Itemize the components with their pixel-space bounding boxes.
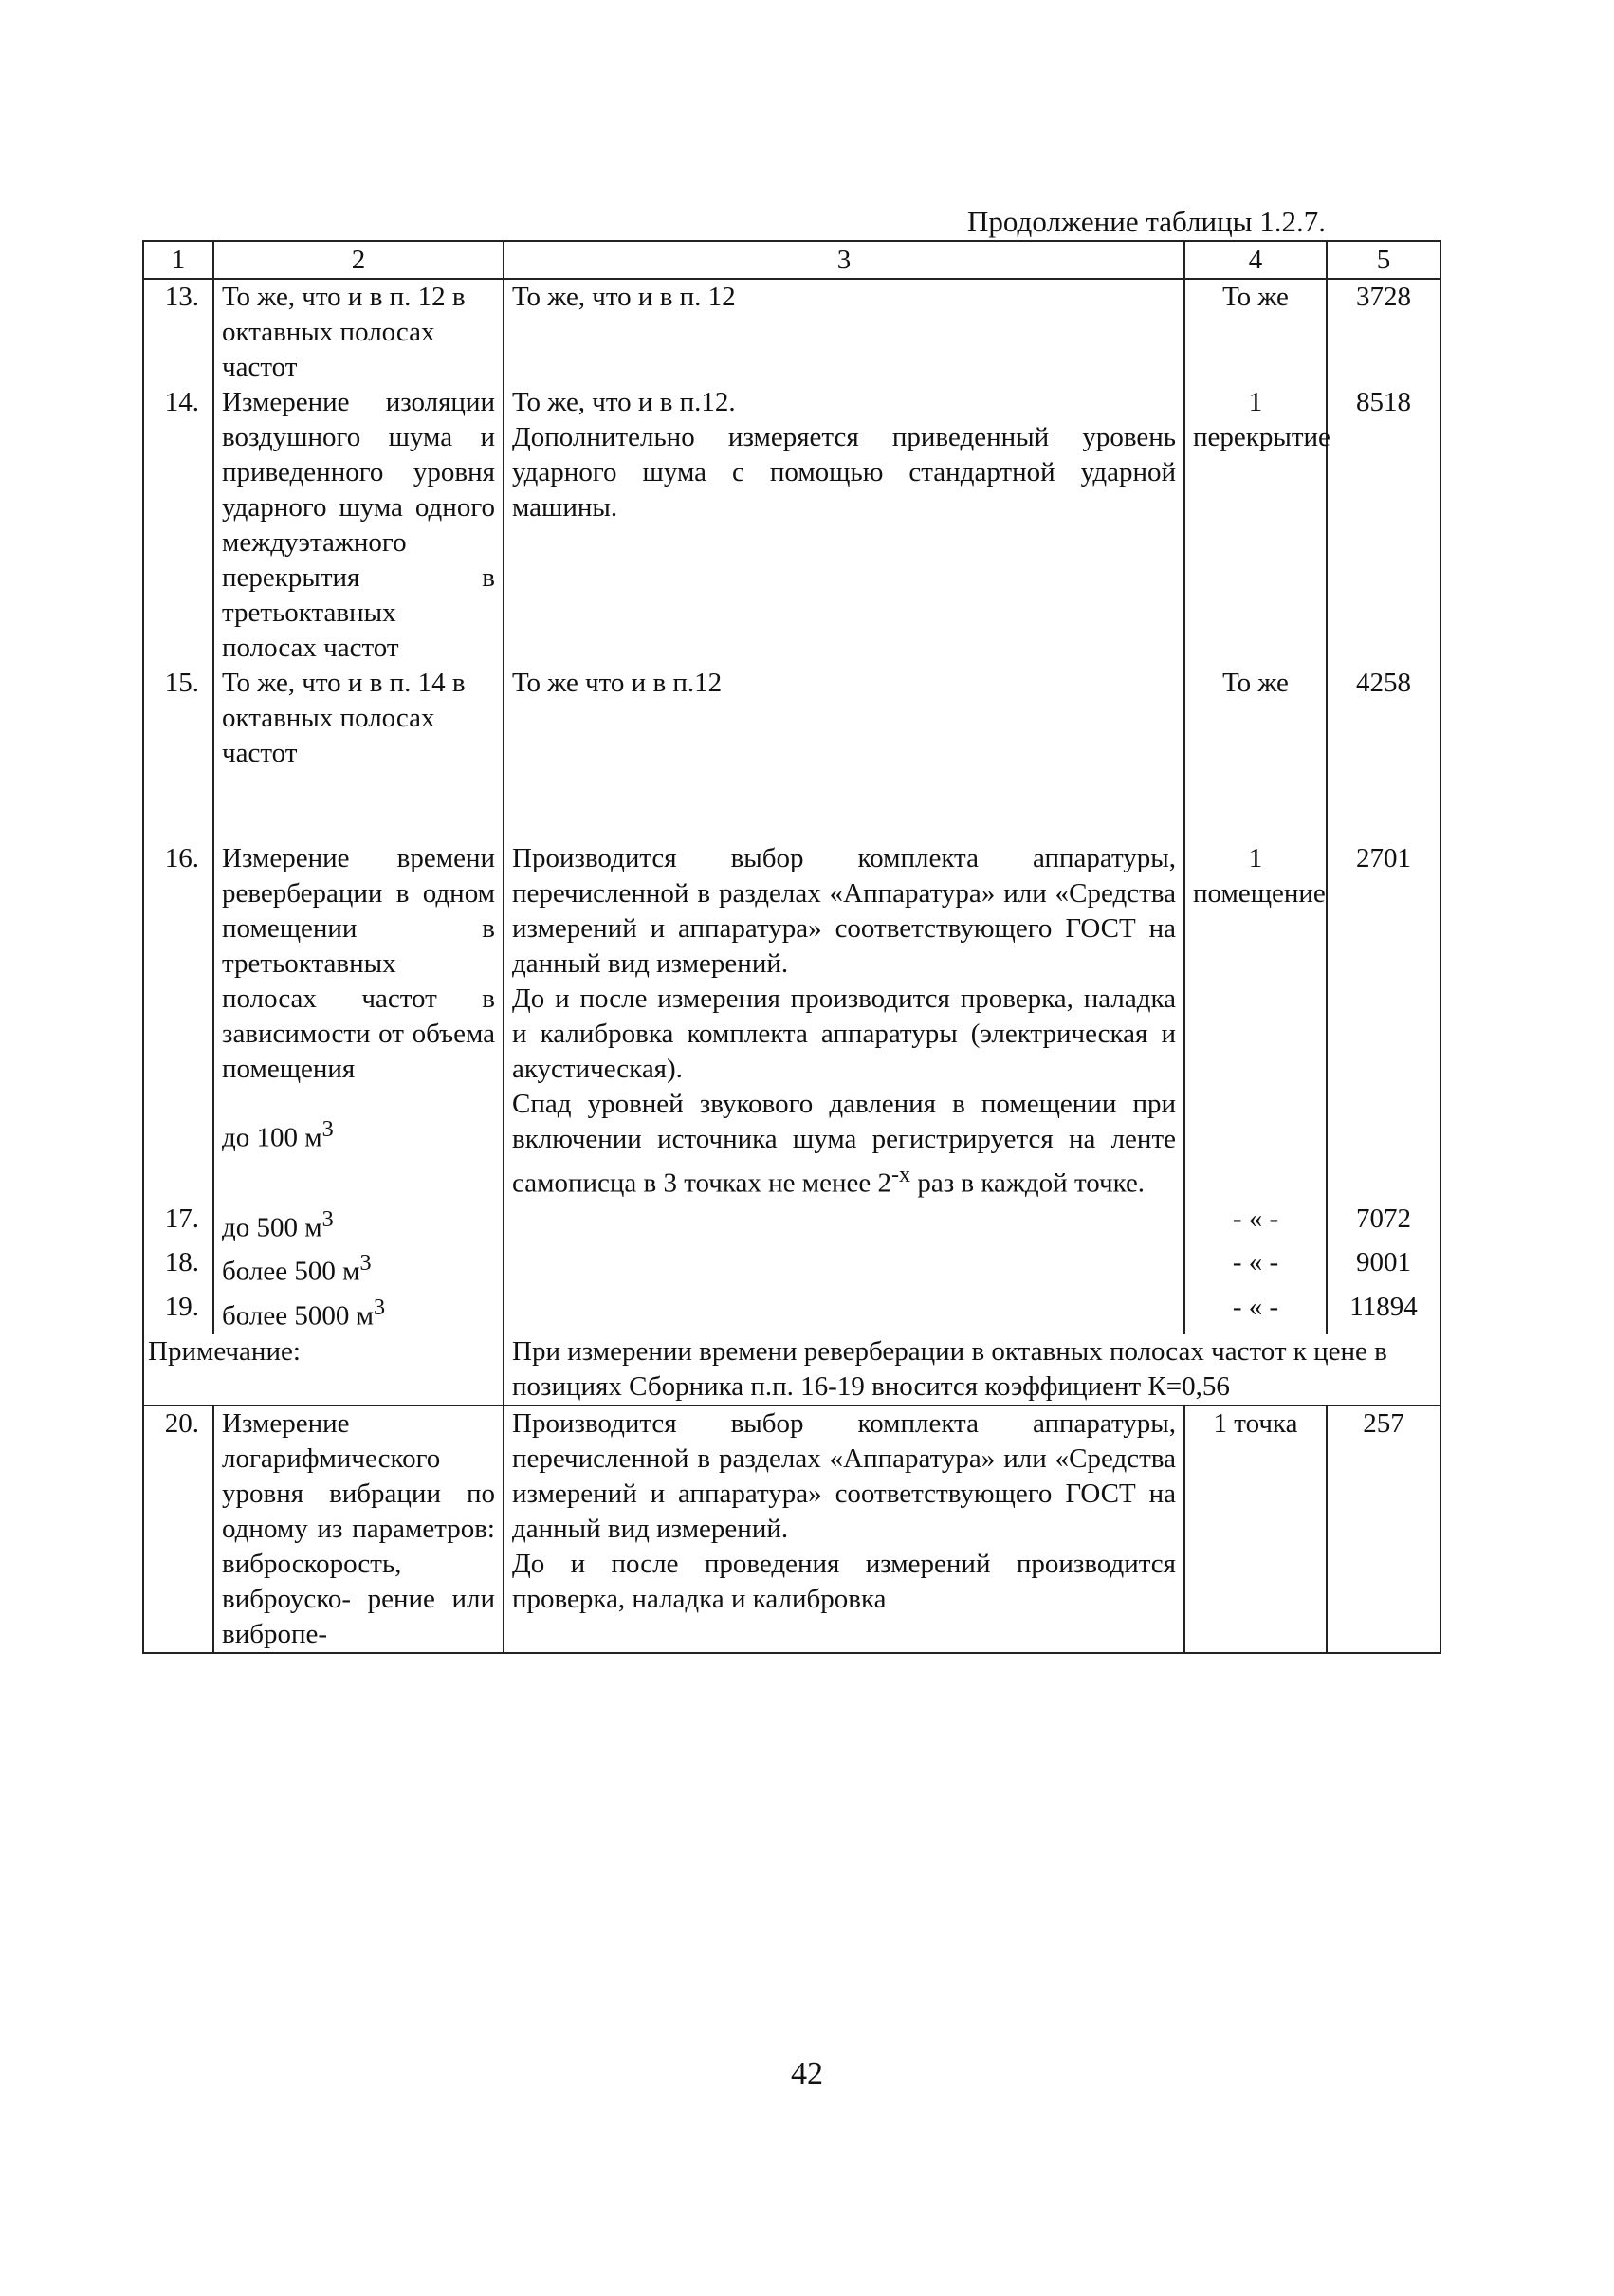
spacer-cell xyxy=(143,771,213,841)
header-col-3: 3 xyxy=(504,241,1184,279)
spacer-row xyxy=(143,771,1440,841)
row-name-text: до 500 м xyxy=(222,1212,322,1243)
spacer-cell xyxy=(1327,771,1440,841)
row-name: Измерение изоляции воздушного шума и приведенного уровня ударного шума одного междуэтажного перекрытия в третьоктавных полосах частот xyxy=(213,385,504,666)
row-description: То же, что и в п. 12 xyxy=(504,279,1184,385)
row-price: 4258 xyxy=(1327,666,1440,771)
price-table xyxy=(142,240,1441,1654)
row-number: 16. xyxy=(143,841,213,1202)
row-name: То же, что и в п. 12 в октавных полосах частот xyxy=(213,279,504,385)
row-number: 14. xyxy=(143,385,213,666)
spacer-cell xyxy=(1184,771,1327,841)
table-row xyxy=(143,1245,1440,1290)
row-description-line: Производится выбор комплекта аппаратуры, перечисленной в разделах «Аппаратура» или «Средства измерений и аппаратура» соответствующего ГОСТ на данный вид измерений. xyxy=(512,1407,1176,1544)
note-text: При измерении времени реверберации в октавных полосах частот к цене в позициях Сборника п.п. 16-19 вносится коэффициент К=0,56 xyxy=(504,1334,1440,1405)
page-number: 42 xyxy=(791,2056,823,2091)
row-description xyxy=(504,1405,1184,1653)
row-price: 8518 xyxy=(1327,385,1440,666)
spacer-cell xyxy=(213,771,504,841)
table-caption: Продолжение таблицы 1.2.7. xyxy=(967,205,1326,238)
row-description xyxy=(504,385,1184,666)
row-price: 7072 xyxy=(1327,1202,1440,1246)
row-name xyxy=(213,1202,504,1246)
row-number: 17. xyxy=(143,1202,213,1246)
cube-superscript: 3 xyxy=(321,1205,334,1232)
table-row xyxy=(143,279,1440,385)
table-row xyxy=(143,1290,1440,1334)
row-price: 9001 xyxy=(1327,1245,1440,1290)
row-number: 18. xyxy=(143,1245,213,1290)
row-description xyxy=(504,1290,1184,1334)
row-unit: 1 помещение xyxy=(1184,841,1327,1202)
row-description-line: Производится выбор комплекта аппаратуры, перечисленной в разделах «Аппаратура» или «Средства измерений и аппаратура» соответствующего ГОСТ на данный вид измерений. xyxy=(512,843,1176,979)
row-description xyxy=(504,1202,1184,1246)
note-label: Примечание: xyxy=(143,1334,504,1405)
spacer-cell xyxy=(504,771,1184,841)
row-unit: - « - xyxy=(1184,1202,1327,1246)
row-description-line: То же, что и в п.12. xyxy=(512,387,736,417)
row-name-text: более 5000 м xyxy=(222,1300,374,1332)
row-price: 3728 xyxy=(1327,279,1440,385)
table-row xyxy=(143,1405,1440,1653)
row-unit: - « - xyxy=(1184,1245,1327,1290)
power-superscript: -x xyxy=(890,1162,911,1187)
row-number: 13. xyxy=(143,279,213,385)
desc-text: Спад уровней звукового давления в помещении при включении источника шума регистрируется на ленте самописца в 3 точках не менее 2 xyxy=(512,1089,1176,1199)
subitem-text: до 100 м xyxy=(222,1122,322,1153)
note-row xyxy=(143,1334,1440,1405)
row-unit: То же xyxy=(1184,279,1327,385)
header-col-5: 5 xyxy=(1327,241,1440,279)
desc-text: раз в каждой точке. xyxy=(910,1167,1146,1199)
row-name xyxy=(213,841,504,1202)
cube-superscript: 3 xyxy=(359,1250,372,1277)
header-col-4: 4 xyxy=(1184,241,1327,279)
row-number: 20. xyxy=(143,1405,213,1653)
header-col-2: 2 xyxy=(213,241,504,279)
row-name-text: Измерение времени реверберации в одном помещении в третьоктавных полосах частот в зависимости от объема помещения xyxy=(222,843,495,1084)
row-name-text: более 500 м xyxy=(222,1256,360,1287)
row-name xyxy=(213,1290,504,1334)
row-price: 11894 xyxy=(1327,1290,1440,1334)
row-number: 15. xyxy=(143,666,213,771)
row-price: 2701 xyxy=(1327,841,1440,1202)
row-description-line: До и после измерения производится проверка, наладка и калибровка комплекта аппаратуры (электрическая и акустическая). xyxy=(512,983,1176,1084)
cube-superscript: 3 xyxy=(321,1116,334,1142)
table-row xyxy=(143,841,1440,1202)
header-row xyxy=(143,241,1440,279)
row-description-line: Дополнительно измеряется приведенный уровень ударного шума с помощью стандартной ударной машины. xyxy=(512,422,1176,523)
row-description xyxy=(504,841,1184,1202)
row-unit: - « - xyxy=(1184,1290,1327,1334)
row-description: То же что и в п.12 xyxy=(504,666,1184,771)
row-name: То же, что и в п. 14 в октавных полосах частот xyxy=(213,666,504,771)
table-row xyxy=(143,385,1440,666)
header-col-1: 1 xyxy=(143,241,213,279)
table-row xyxy=(143,666,1440,771)
row-description xyxy=(504,1245,1184,1290)
row-name xyxy=(213,1245,504,1290)
row-number: 19. xyxy=(143,1290,213,1334)
row-subitem xyxy=(222,1111,495,1156)
table-row xyxy=(143,1202,1440,1246)
cube-superscript: 3 xyxy=(373,1294,386,1320)
row-unit: То же xyxy=(1184,666,1327,771)
row-name: Измерение логарифмического уровня вибрации по одному из параметров: виброскорость, виброуско- рение или вибропе- xyxy=(213,1405,504,1653)
row-description-line: До и после проведения измерений производится проверка, наладка и калибровка xyxy=(512,1548,1176,1614)
row-unit: 1 точка xyxy=(1184,1405,1327,1653)
row-unit: 1 перекрытие xyxy=(1184,385,1327,666)
row-price: 257 xyxy=(1327,1405,1440,1653)
row-description-line xyxy=(512,1087,1176,1202)
